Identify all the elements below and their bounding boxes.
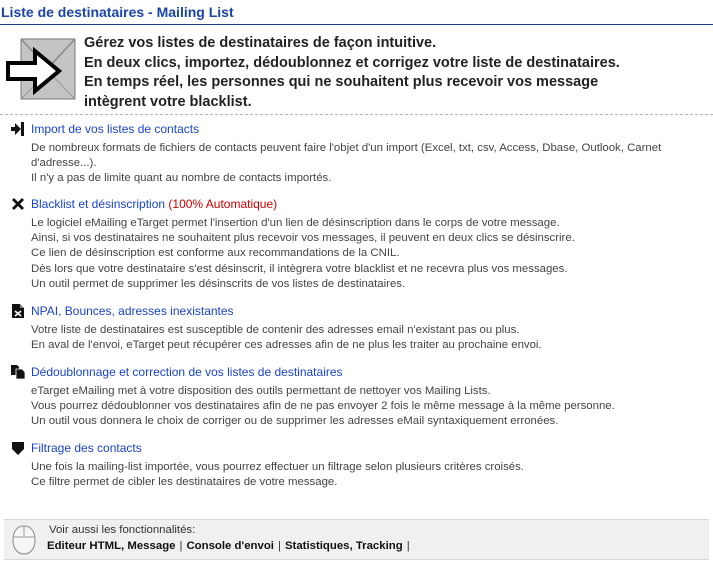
link-separator: | (277, 540, 281, 552)
body-line: Votre liste de destinataires est susceptible de contenir des adresses email n'existant pas ou plus. (31, 324, 520, 336)
body-line: Le logiciel eMailing eTarget permet l'insertion d'un lien de désinscription dans le corps de votre message. (31, 217, 560, 229)
body-line: Un outil vous donnera le choix de corriger ou de supprimer les adresses eMail syntaxiquement erronées. (31, 415, 559, 428)
link-statistics[interactable]: Statistiques, Tracking (284, 540, 403, 552)
cross-icon (10, 196, 26, 212)
see-also-footer (4, 519, 709, 560)
see-also-label: Voir aussi les fonctionnalités: (49, 524, 196, 536)
section-title-link[interactable]: Blacklist et désinscription (100% Automatique) (31, 197, 278, 211)
body-line: Ce lien de désinscription est conforme aux recommandations de la CNIL. (31, 247, 400, 260)
link-separator: | (406, 540, 410, 552)
body-line: Un outil permet de supprimer les désinscrits de vos listes de destinataires. (31, 277, 406, 290)
section-body (31, 141, 709, 187)
title-divider (0, 24, 713, 25)
mouse-icon (10, 524, 38, 556)
hero-line: En temps réel, les personnes qui ne souhaitent plus recevoir vos message (84, 74, 599, 90)
body-line: Ce filtre permet de cibler les destinataires de votre message. (31, 476, 338, 489)
body-line: Ainsi, si vos destinataires ne souhaitent plus recevoir vos messages, il peuvent en deux clics se désinscrire. (31, 232, 575, 245)
link-send-console[interactable]: Console d'envoi (186, 540, 274, 552)
body-line: Une fois la mailing-list importée, vous pourrez effectuer un filtrage selon plusieurs critères croisés. (31, 461, 524, 473)
section-body (31, 216, 709, 292)
body-line: En aval de l'envoi, eTarget peut récupérer ces adresses afin de ne plus les traiter au prochaine envoi. (31, 339, 542, 352)
link-html-editor[interactable]: Editeur HTML, Message (47, 540, 176, 552)
body-line: d'adresse...). (31, 157, 97, 170)
section-title-link[interactable]: Dédoublonnage et correction de vos listes de destinataires (31, 365, 343, 379)
feature-links (47, 540, 414, 552)
filter-shield-icon (10, 440, 26, 456)
body-line: Vous pourrez dédoublonner vos destinataires afin de ne pas envoyer 2 fois le même message à la même personne. (31, 400, 615, 413)
document-error-icon (10, 303, 26, 319)
envelope-arrow-icon (5, 35, 77, 107)
body-line: eTarget eMailing met à votre disposition des outils permettant de nettoyer vos Mailing Lists. (31, 385, 491, 397)
link-separator: | (179, 540, 183, 552)
hero-text (84, 34, 704, 112)
hero-line: En deux clics, importez, dédoublonnez et corrigez votre liste de destinataires. (84, 54, 620, 71)
body-line: De nombreux formats de fichiers de contacts peuvent faire l'objet d'un import (Excel, txt, csv, Access, Dbase, Outlook, Carnet (31, 142, 662, 154)
section-body (31, 384, 709, 430)
section-title-link[interactable]: Import de vos listes de contacts (31, 122, 200, 136)
section-title-link[interactable]: NPAI, Bounces, adresses inexistantes (31, 304, 234, 318)
automatic-badge: (100% Automatique) (168, 197, 278, 211)
body-line: Dès lors que votre destinataire s'est désinscrit, il intègrera votre blacklist et ne recevra plus vos messages. (31, 262, 568, 275)
hero-divider (0, 114, 713, 115)
page-title: Liste de destinataires - Mailing List (1, 4, 234, 20)
section-body (31, 460, 709, 490)
import-arrow-icon (10, 121, 26, 137)
section-body (31, 323, 709, 353)
hero-line: intègrent votre blacklist. (84, 93, 252, 110)
section-title-link[interactable]: Filtrage des contacts (31, 441, 142, 455)
hero-line: Gérez vos listes de destinataires de façon intuitive. (84, 35, 437, 51)
body-line: Il n'y a pas de limite quant au nombre de contacts importés. (31, 172, 332, 185)
duplicate-documents-icon (10, 364, 26, 380)
